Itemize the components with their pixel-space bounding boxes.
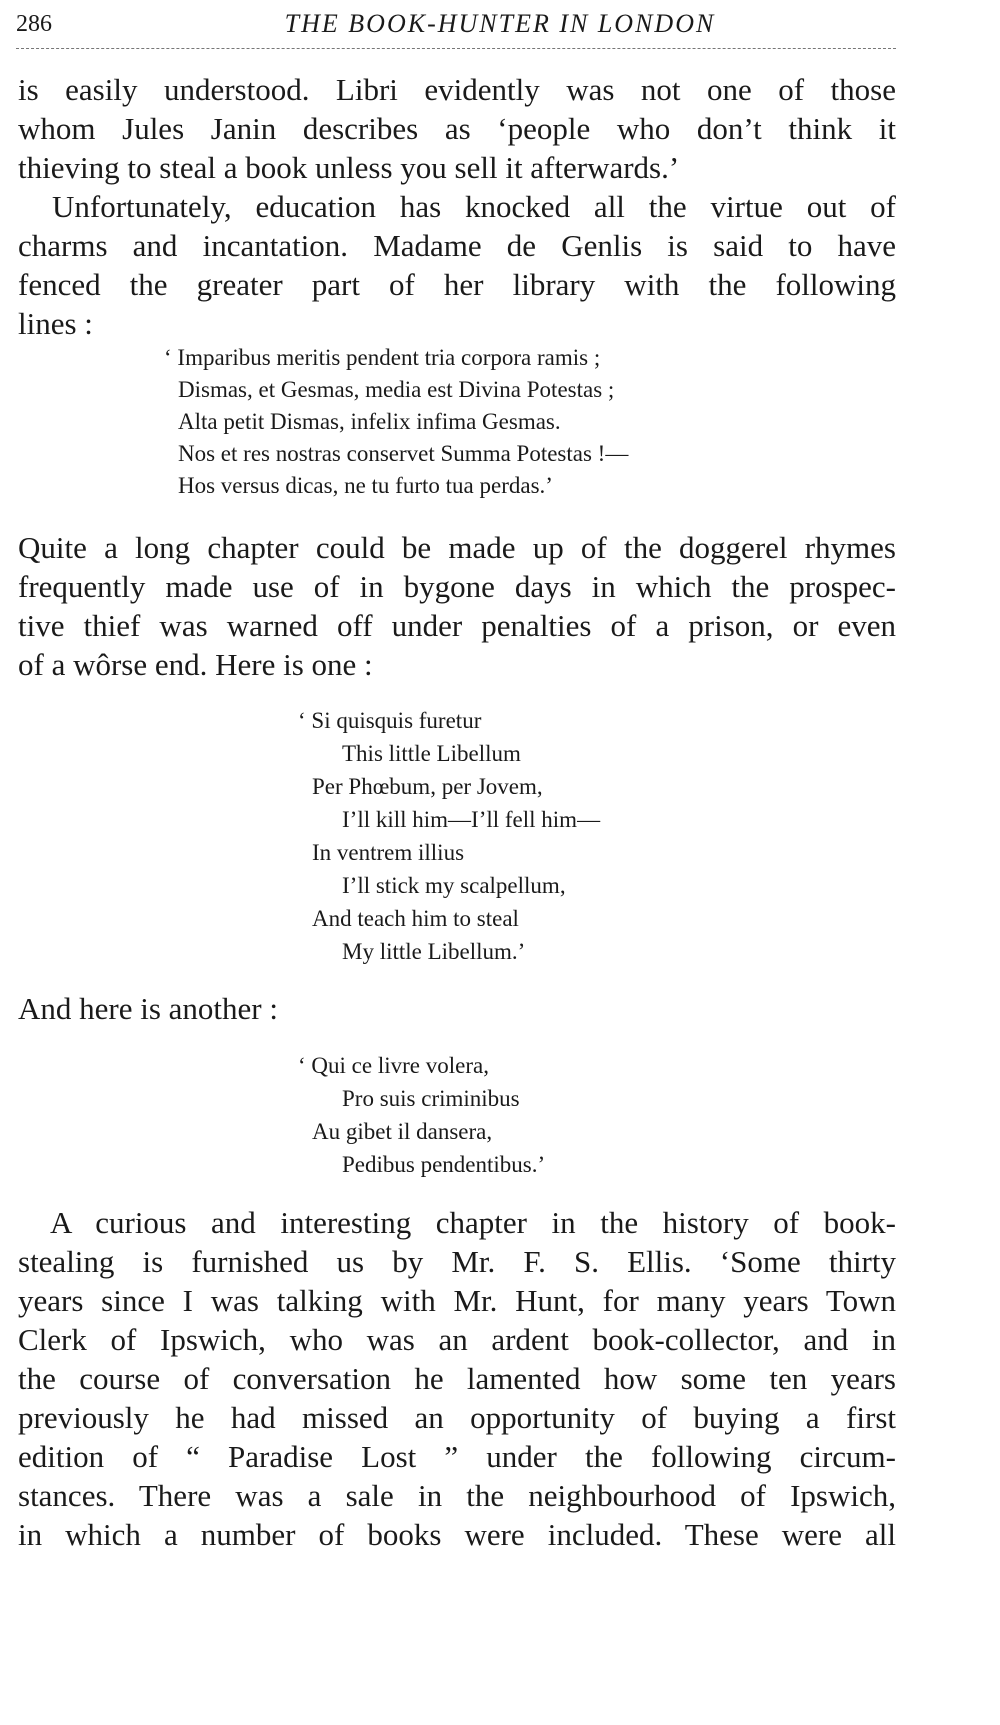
text-line: whom Jules Janin describes as ‘people who don’t think it bbox=[18, 111, 896, 146]
text-line: in which a number of books were included. These were all bbox=[18, 1517, 896, 1552]
verse-line: Pro suis criminibus bbox=[342, 1086, 520, 1111]
text-line: is easily understood. Libri evidently was not one of those bbox=[18, 72, 896, 107]
text-line: frequently made use of in bygone days in which the prospec- bbox=[18, 569, 896, 604]
verse-line: Hos versus dicas, ne tu furto tua perdas.’ bbox=[178, 473, 553, 498]
verse-line: I’ll kill him—I’ll fell him— bbox=[342, 807, 601, 832]
header-rule bbox=[16, 48, 896, 49]
text-line: thieving to steal a book unless you sell it afterwards.’ bbox=[18, 150, 680, 185]
text-line: A curious and interesting chapter in the history of book- bbox=[50, 1205, 896, 1240]
page-header bbox=[16, 4, 984, 44]
text-line: edition of “ Paradise Lost ” under the following circum- bbox=[18, 1439, 896, 1474]
text-line: years since I was talking with Mr. Hunt, for many years Town bbox=[18, 1283, 896, 1318]
verse-line: Pedibus pendentibus.’ bbox=[342, 1152, 546, 1177]
text-line: lines : bbox=[18, 306, 93, 341]
verse-line: Nos et res nostras conservet Summa Potestas !— bbox=[178, 441, 629, 466]
text-line: fenced the greater part of her library with the following bbox=[18, 267, 896, 302]
text-line: previously he had missed an opportunity of buying a first bbox=[18, 1400, 896, 1435]
verse-line: I’ll stick my scalpellum, bbox=[342, 873, 566, 898]
text-line: And here is another : bbox=[18, 991, 278, 1026]
text-line: stealing is furnished us by Mr. F. S. Ellis. ‘Some thirty bbox=[18, 1244, 896, 1279]
text-line: stances. There was a sale in the neighbourhood of Ipswich, bbox=[18, 1478, 896, 1513]
text-line: charms and incantation. Madame de Genlis is said to have bbox=[18, 228, 896, 263]
text-line: Clerk of Ipswich, who was an ardent book-collector, and in bbox=[18, 1322, 896, 1357]
verse-line: ‘ Qui ce livre volera, bbox=[298, 1053, 489, 1078]
text-line: Unfortunately, education has knocked all the virtue out of bbox=[52, 189, 896, 224]
verse-line: ‘ Si quisquis furetur bbox=[298, 708, 482, 733]
page-number: 286 bbox=[16, 11, 52, 37]
verse-line: Dismas, et Gesmas, media est Divina Potestas ; bbox=[178, 377, 615, 402]
verse-line: Au gibet il dansera, bbox=[312, 1119, 493, 1144]
verse-line: ‘ Imparibus meritis pendent tria corpora ramis ; bbox=[164, 345, 601, 370]
text-line: Quite a long chapter could be made up of the doggerel rhymes bbox=[18, 530, 896, 565]
text-line: tive thief was warned off under penalties of a prison, or even bbox=[18, 608, 896, 643]
verse-line: And teach him to steal bbox=[312, 906, 519, 931]
verse-line: This little Libellum bbox=[342, 741, 521, 766]
verse-line: In ventrem illius bbox=[312, 840, 465, 865]
verse-line: My little Libellum.’ bbox=[342, 939, 526, 964]
running-head: THE BOOK-HUNTER IN LONDON bbox=[284, 9, 716, 38]
text-line: the course of conversation he lamented how some ten years bbox=[18, 1361, 896, 1396]
verse-line: Per Phœbum, per Jovem, bbox=[312, 774, 543, 799]
text-line: of a wôrse end. Here is one : bbox=[18, 647, 373, 682]
verse-line: Alta petit Dismas, infelix infima Gesmas. bbox=[178, 409, 561, 434]
